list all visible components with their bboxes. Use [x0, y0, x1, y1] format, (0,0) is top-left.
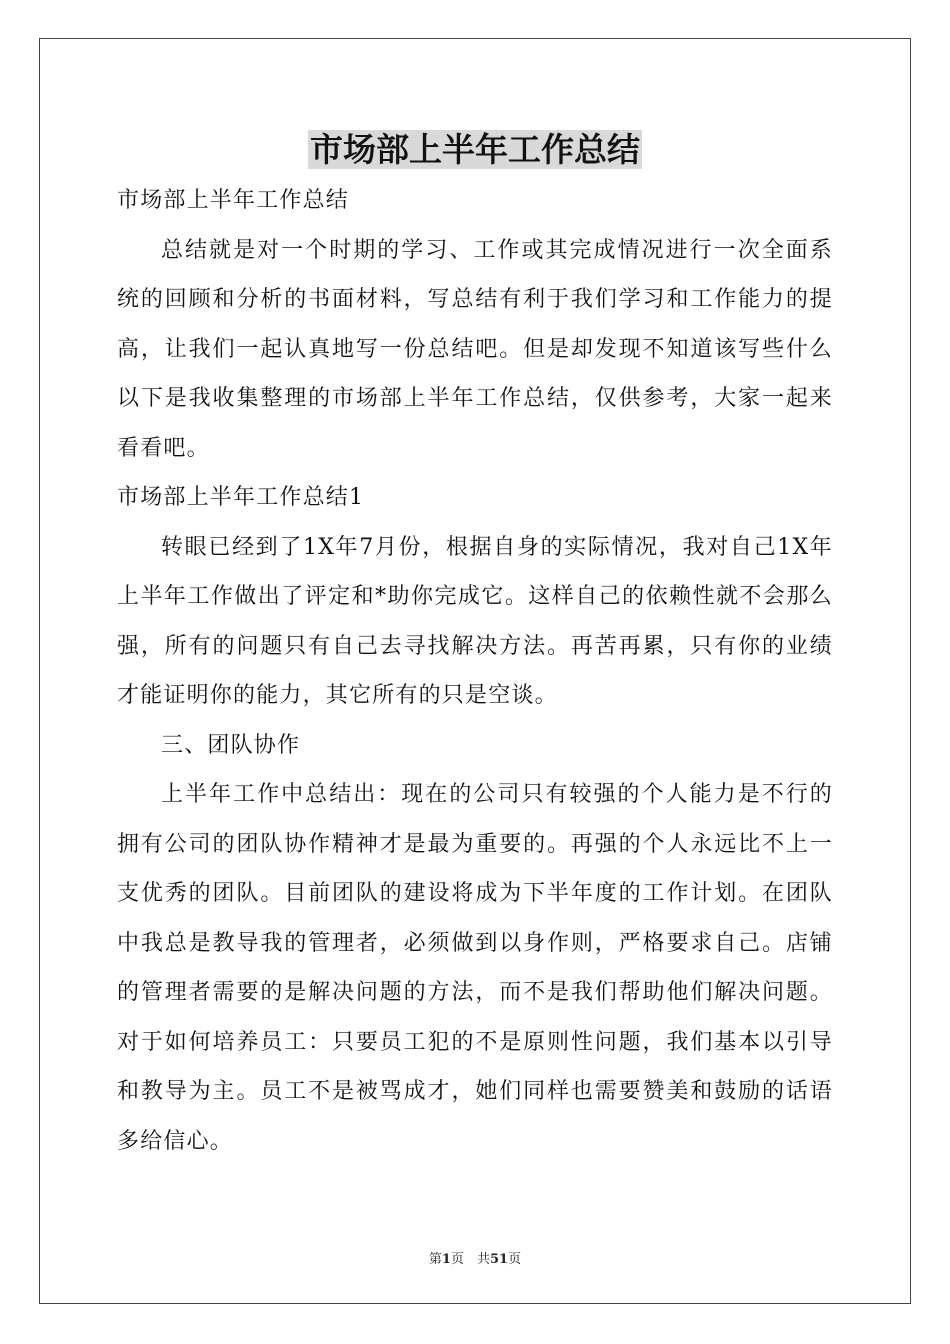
subsection-heading-teamwork: 三、团队协作	[161, 732, 301, 758]
document-body	[117, 176, 833, 1166]
footer-mid: 页 共	[450, 1252, 490, 1267]
footer-suffix: 页	[508, 1252, 522, 1267]
subsection-heading: 市场部上半年工作总结1	[117, 485, 365, 510]
body-paragraph-teamwork: 上半年工作中总结出：现在的公司只有较强的个人能力是不行的拥有公司的团队协作精神才是最为重要的。再强的个人永远比不上一支优秀的团队。目前团队的建设将成为下半年度的工作计划。在团队中我总是教导我的管理者，必须做到以身作则，严格要求自己。店铺的管理者需要的是解决问题的方法，而不是我们帮助他们解决问题。对于如何培养员工：只要员工犯的不是原则性问题，我们基本以引导和教导为主。员工不是被骂成才，她们同样也需要赞美和鼓励的话语多给信心。	[117, 782, 833, 1154]
footer-prefix: 第	[428, 1252, 442, 1267]
section-heading: 市场部上半年工作总结	[117, 188, 350, 213]
footer-total-pages: 51	[489, 1252, 509, 1267]
document-title	[0, 128, 950, 172]
footer-current-page: 1	[441, 1252, 451, 1267]
document-title-text: 市场部上半年工作总结	[310, 130, 640, 169]
intro-paragraph: 总结就是对一个时期的学习、工作或其完成情况进行一次全面系统的回顾和分析的书面材料，写总结有利于我们学习和工作能力的提高，让我们一起认真地写一份总结吧。但是却发现不知道该写些什么以下是我收集整理的市场部上半年工作总结，仅供参考，大家一起来看看吧。	[117, 237, 833, 461]
page-footer	[0, 1248, 950, 1267]
body-paragraph: 转眼已经到了1X年7月份，根据自身的实际情况，我对自己1X年上半年工作做出了评定和*助你完成它。这样自己的依赖性就不会那么强，所有的问题只有自己去寻找解决方法。再苦再累，只有你的业绩才能证明你的能力，其它所有的只是空谈。	[117, 534, 833, 708]
